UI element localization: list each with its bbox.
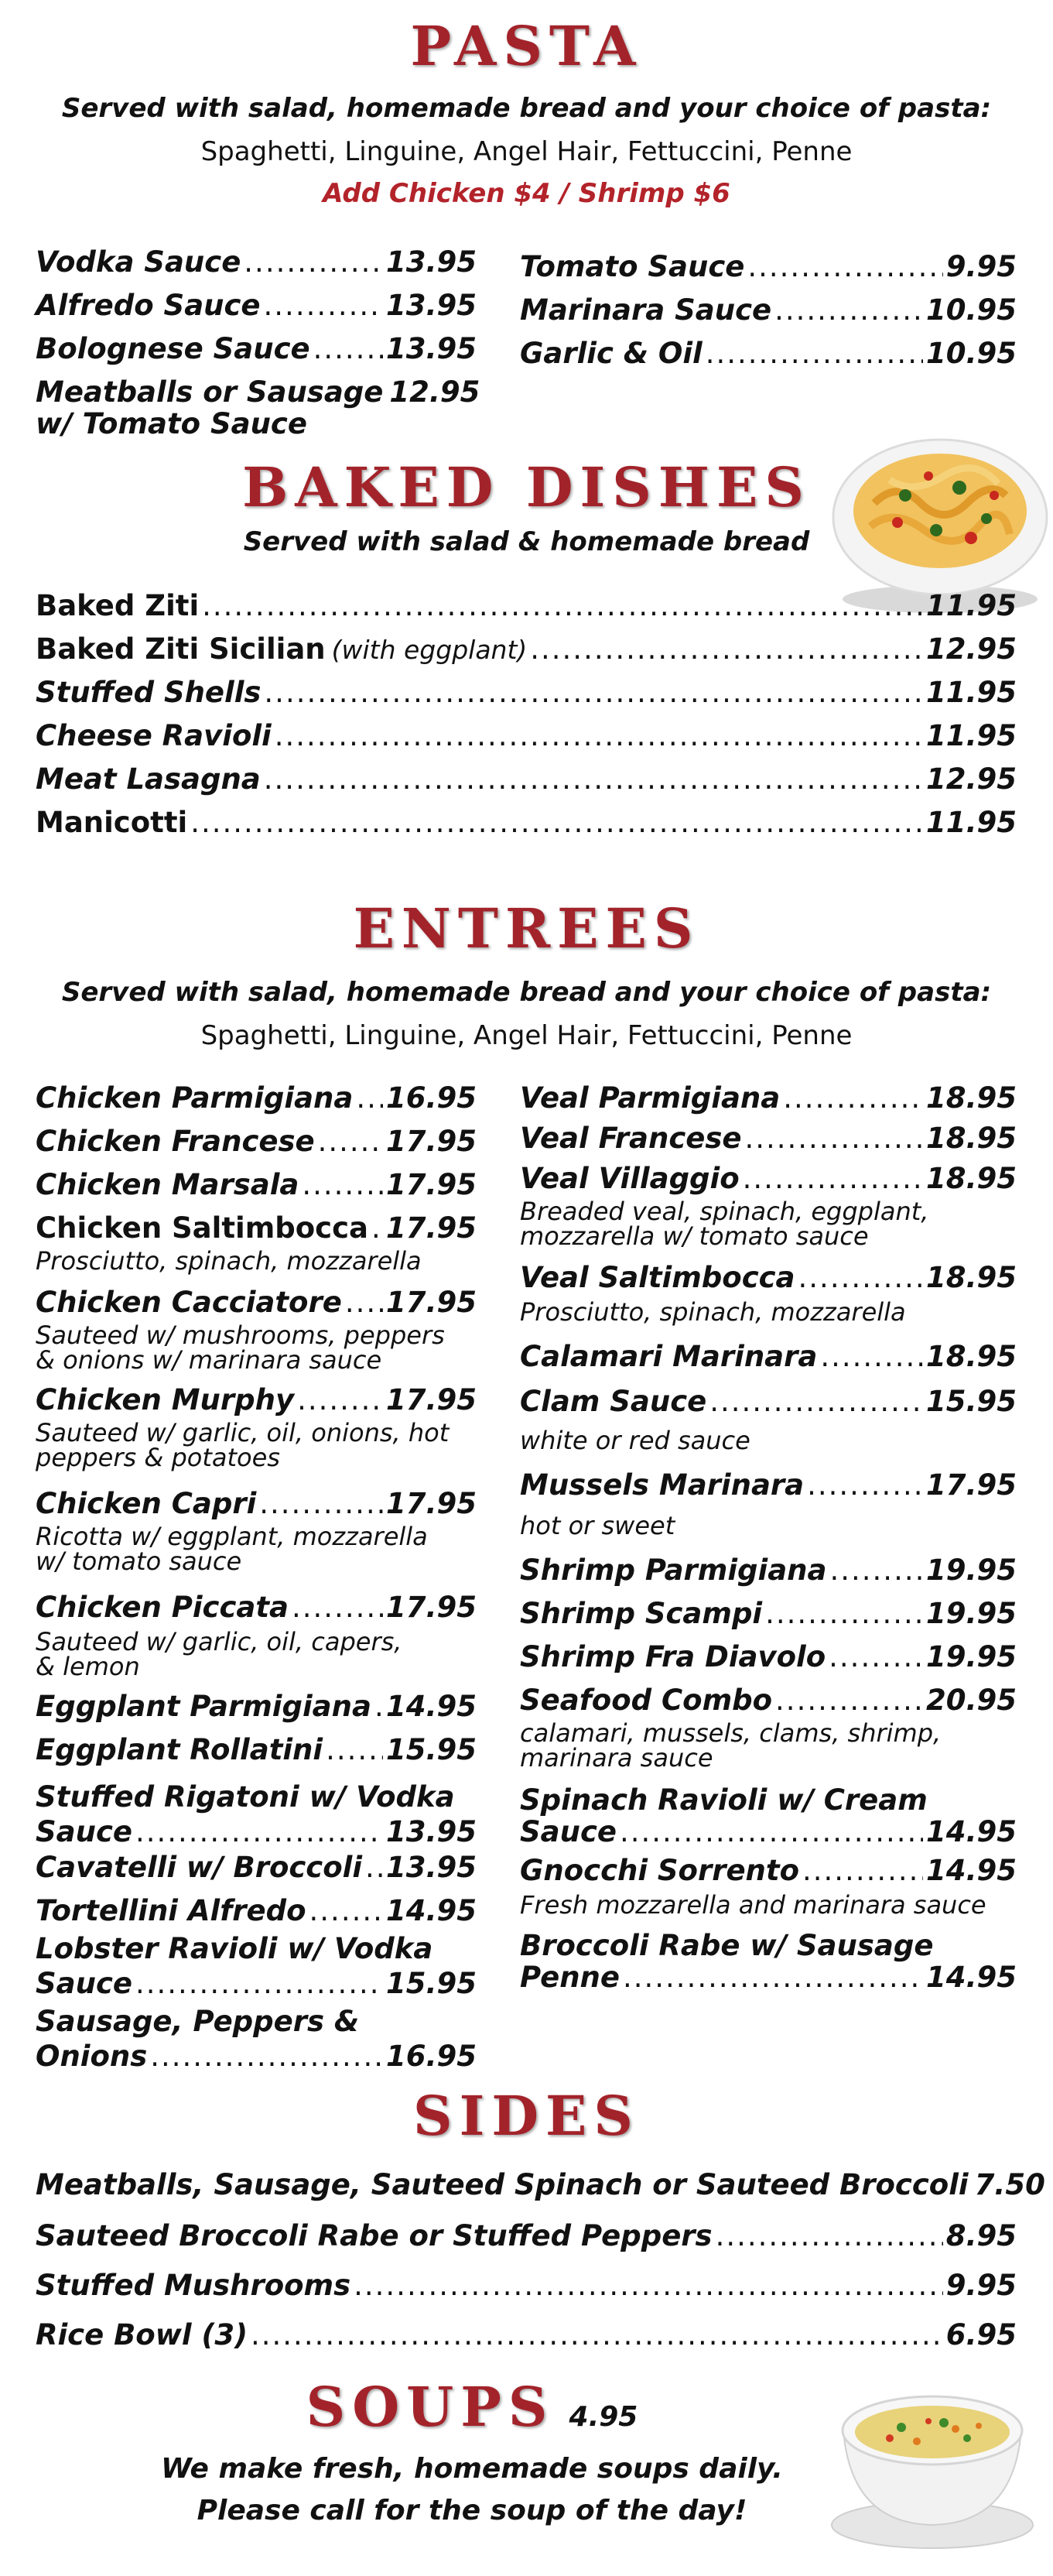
menu-item: Meatballs, Sausage, Sauteed Spinach or Sauteed Broccoli 7.50 (36, 2168, 1045, 2201)
item-description: Sauteed w/ mushrooms, peppers (36, 1321, 445, 1350)
menu-item: Vodka Sauce ..... 13.95 (36, 245, 477, 280)
item-description: Sauteed w/ garlic, oil, capers, (36, 1627, 402, 1656)
soup-bowl-photo (820, 2361, 1044, 2554)
menu-item: Alfredo Sauce ..... 13.95 (36, 288, 477, 324)
item-description: Prosciutto, spinach, mozzarella (520, 1297, 906, 1327)
menu-item: Seafood Combo ..... 20.95 (520, 1683, 1017, 1718)
menu-item: Chicken Marsala ..... 17.95 (36, 1167, 477, 1203)
menu-item: Manicotti ..... 11.95 (36, 805, 1017, 841)
menu-item: Meat Lasagna ..... 12.95 (36, 762, 1017, 797)
menu-item: Veal Saltimbocca ..... 18.95 (520, 1260, 1017, 1296)
menu-item: Cheese Ravioli ..... 11.95 (36, 718, 1017, 754)
item-description: marinara sauce (520, 1743, 713, 1773)
baked-subtitle: Served with salad & homemade bread (243, 526, 810, 557)
menu-item: Sauce ..... 15.95 (36, 1966, 477, 2002)
item-description: mozzarella w/ tomato sauce (520, 1221, 869, 1251)
item-description: Ricotta w/ eggplant, mozzarella (36, 1522, 428, 1551)
item-description: peppers & potatoes (36, 1443, 280, 1472)
menu-item: Chicken Parmigiana ..... 16.95 (36, 1081, 477, 1116)
menu-item: Stuffed Shells ..... 11.95 (36, 675, 1017, 711)
pasta-addons: Add Chicken $4 / Shrimp $6 (323, 178, 730, 209)
menu-item: Shrimp Fra Diavolo ..... 19.95 (520, 1639, 1017, 1675)
entrees-pasta-types: Spaghetti, Linguine, Angel Hair, Fettuccini, Penne (200, 1020, 853, 1051)
menu-item-line1: Sausage, Peppers & (36, 2005, 360, 2038)
menu-item: Garlic & Oil ..... 10.95 (520, 336, 1017, 372)
menu-item: Meatballs or Sausage 12.95 (36, 375, 480, 409)
menu-item: Chicken Cacciatore ..... 17.95 (36, 1285, 477, 1321)
menu-item: Chicken Murphy ..... 17.95 (36, 1382, 477, 1418)
menu-item: Calamari Marinara ..... 18.95 (520, 1339, 1017, 1375)
item-description: Breaded veal, spinach, eggplant, (520, 1197, 929, 1226)
menu-item: Baked Ziti Sicilian (with eggplant) ..... 12.95 (36, 632, 1017, 668)
soups-price: 4.95 (569, 2401, 638, 2433)
item-description: hot or sweet (520, 1511, 675, 1540)
menu-item: Cavatelli w/ Broccoli ..... 13.95 (36, 1850, 477, 1886)
menu-item: Chicken Saltimbocca ..... 17.95 (36, 1211, 477, 1246)
menu-item: Chicken Capri ..... 17.95 (36, 1486, 477, 1522)
item-description: & onions w/ marinara sauce (36, 1345, 382, 1375)
soups-line1: We make fresh, homemade soups daily. (161, 2453, 783, 2485)
sides-heading: SIDES (413, 2084, 640, 2148)
menu-item: Bolognese Sauce ..... 13.95 (36, 331, 477, 367)
menu-item: Sauteed Broccoli Rabe or Stuffed Peppers ..... 8.95 (36, 2218, 1017, 2254)
menu-item: Onions ..... 16.95 (36, 2039, 477, 2074)
menu-item: Tortellini Alfredo ..... 14.95 (36, 1893, 477, 1929)
menu-item: Shrimp Parmigiana ..... 19.95 (520, 1553, 1017, 1588)
menu-item: Stuffed Mushrooms ..... 9.95 (36, 2268, 1017, 2304)
item-description: calamari, mussels, clams, shrimp, (520, 1718, 942, 1748)
menu-item: Chicken Francese ..... 17.95 (36, 1124, 477, 1160)
menu-item: Baked Ziti ..... 11.95 (36, 588, 1017, 624)
pasta-subtitle: Served with salad, homemade bread and your choice of pasta: (61, 93, 992, 124)
menu-item: Gnocchi Sorrento ..... 14.95 (520, 1853, 1017, 1889)
menu-item: Veal Parmigiana ..... 18.95 (520, 1081, 1017, 1116)
menu-item: Sauce ..... 14.95 (520, 1814, 1017, 1850)
item-description: w/ tomato sauce (36, 1547, 242, 1576)
menu-item: Mussels Marinara ..... 17.95 (520, 1468, 1017, 1503)
menu-item: Eggplant Rollatini ..... 15.95 (36, 1732, 477, 1768)
soups-heading: SOUPS (306, 2375, 555, 2439)
menu-item: Rice Bowl (3) ..... 6.95 (36, 2317, 1017, 2353)
menu-item: Penne ..... 14.95 (520, 1960, 1017, 1995)
menu-item: Chicken Piccata ..... 17.95 (36, 1590, 477, 1625)
entrees-subtitle: Served with salad, homemade bread and your choice of pasta: (61, 977, 992, 1008)
menu-item-line1: Broccoli Rabe w/ Sausage (520, 1929, 934, 1962)
pasta-heading: PASTA (410, 14, 643, 78)
menu-item: Veal Villaggio ..... 18.95 (520, 1161, 1017, 1197)
item-description: Sauteed w/ garlic, oil, onions, hot (36, 1418, 450, 1447)
soups-heading-row (0, 2376, 944, 2438)
item-description: Prosciutto, spinach, mozzarella (36, 1246, 422, 1276)
menu-item-line1: Lobster Ravioli w/ Vodka (36, 1932, 433, 1965)
menu-item: Eggplant Parmigiana ..... 14.95 (36, 1689, 477, 1725)
menu-item-line2: w/ Tomato Sauce (36, 407, 307, 440)
item-description: & lemon (36, 1652, 140, 1681)
menu-item-line1: Spinach Ravioli w/ Cream (520, 1783, 928, 1817)
pasta-types: Spaghetti, Linguine, Angel Hair, Fettuccini, Penne (200, 136, 853, 167)
soups-line2: Please call for the soup of the day! (197, 2495, 747, 2526)
entrees-heading: ENTREES (353, 896, 700, 961)
menu-item: Veal Francese ..... 18.95 (520, 1121, 1017, 1156)
item-description: white or red sauce (520, 1426, 750, 1455)
menu-item: Marinara Sauce ..... 10.95 (520, 293, 1017, 328)
baked-heading: BAKED DISHES (242, 455, 811, 519)
menu-item: Tomato Sauce ..... 9.95 (520, 249, 1017, 285)
menu-item: Shrimp Scampi ..... 19.95 (520, 1596, 1017, 1632)
menu-item-line1: Stuffed Rigatoni w/ Vodka (36, 1780, 455, 1814)
menu-item: Sauce ..... 13.95 (36, 1814, 477, 1850)
menu-item: Clam Sauce ..... 15.95 (520, 1384, 1017, 1420)
item-description: Fresh mozzarella and marinara sauce (520, 1890, 986, 1920)
